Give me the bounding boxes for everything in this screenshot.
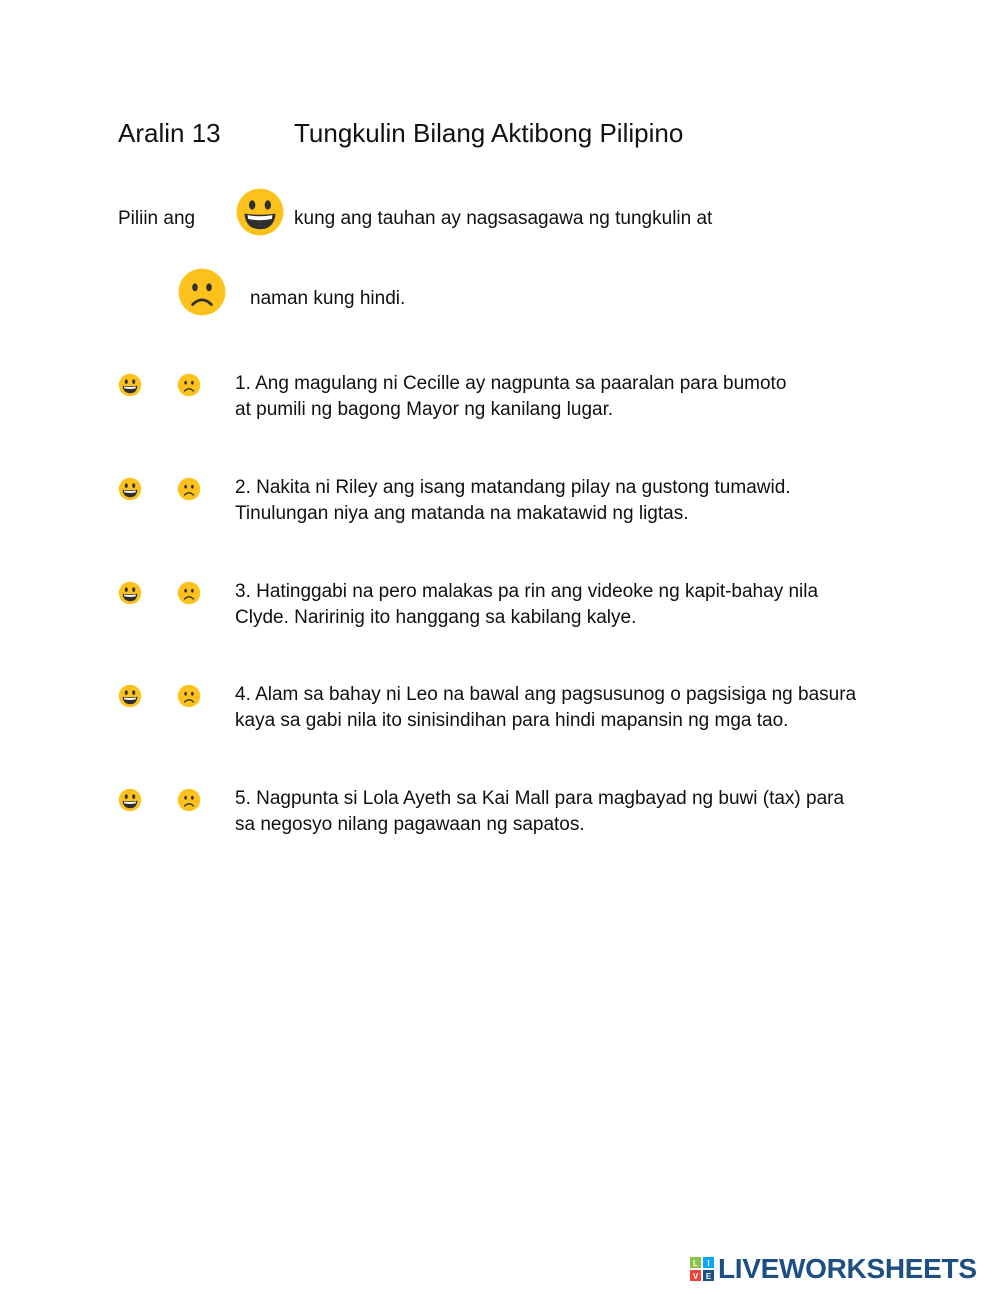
instruction-part1: Piliin ang (118, 208, 196, 229)
question-line-2: sa negosyo nilang pagawaan ng sapatos. (235, 814, 585, 835)
happy-choice-icon[interactable] (118, 477, 142, 501)
liveworksheets-logo[interactable] (690, 1254, 977, 1284)
sad-choice-icon[interactable] (177, 684, 201, 708)
sad-choice-icon[interactable] (177, 581, 201, 605)
logo-badge-letter: E (705, 1272, 712, 1281)
logo-text: LIVEWORKSHEETS (718, 1253, 977, 1284)
question-line-1: 3. Hatinggabi na pero malakas pa rin ang videoke ng kapit-bahay nila (235, 581, 819, 602)
question-text (235, 579, 915, 631)
logo-badge-letter: L (693, 1259, 698, 1268)
instruction-part2: kung ang tauhan ay nagsasagawa ng tungkulin at (294, 208, 713, 229)
happy-choice-icon[interactable] (118, 581, 142, 605)
question-line-1: 4. Alam sa bahay ni Leo na bawal ang pagsusunog o pagsisiga ng basura (235, 684, 857, 705)
question-line-2: Clyde. Naririnig ito hanggang sa kabilang kalye. (235, 607, 637, 628)
happy-choice-icon[interactable] (118, 373, 142, 397)
question-line-2: Tinulungan niya ang matanda na makatawid ng ligtas. (235, 503, 689, 524)
question-text (235, 475, 915, 527)
sad-choice-icon[interactable] (177, 373, 201, 397)
logo-badge-letter: I (707, 1259, 710, 1268)
happy-choice-icon[interactable] (118, 788, 142, 812)
logo-badge-letter: V (692, 1272, 699, 1281)
frowning-face-icon (177, 267, 227, 317)
happy-choice-icon[interactable] (118, 684, 142, 708)
instruction-part3: naman kung hindi. (250, 288, 406, 309)
question-line-2: kaya sa gabi nila ito sinisindihan para hindi mapansin ng mga tao. (235, 710, 789, 731)
question-line-1: 1. Ang magulang ni Cecille ay nagpunta sa paaralan para bumoto (235, 373, 787, 394)
question-line-2: at pumili ng bagong Mayor ng kanilang lugar. (235, 399, 614, 420)
question-text (235, 786, 915, 838)
lesson-label: Aralin 13 (118, 118, 221, 148)
question-text (235, 371, 915, 423)
grinning-face-icon (235, 187, 285, 237)
sad-choice-icon[interactable] (177, 477, 201, 501)
question-line-1: 2. Nakita ni Riley ang isang matandang pilay na gustong tumawid. (235, 477, 791, 498)
logo-badge-icon (690, 1257, 714, 1281)
sad-choice-icon[interactable] (177, 788, 201, 812)
question-text (235, 682, 915, 734)
page-title: Tungkulin Bilang Aktibong Pilipino (294, 118, 684, 148)
question-line-1: 5. Nagpunta si Lola Ayeth sa Kai Mall para magbayad ng buwi (tax) para (235, 788, 845, 809)
